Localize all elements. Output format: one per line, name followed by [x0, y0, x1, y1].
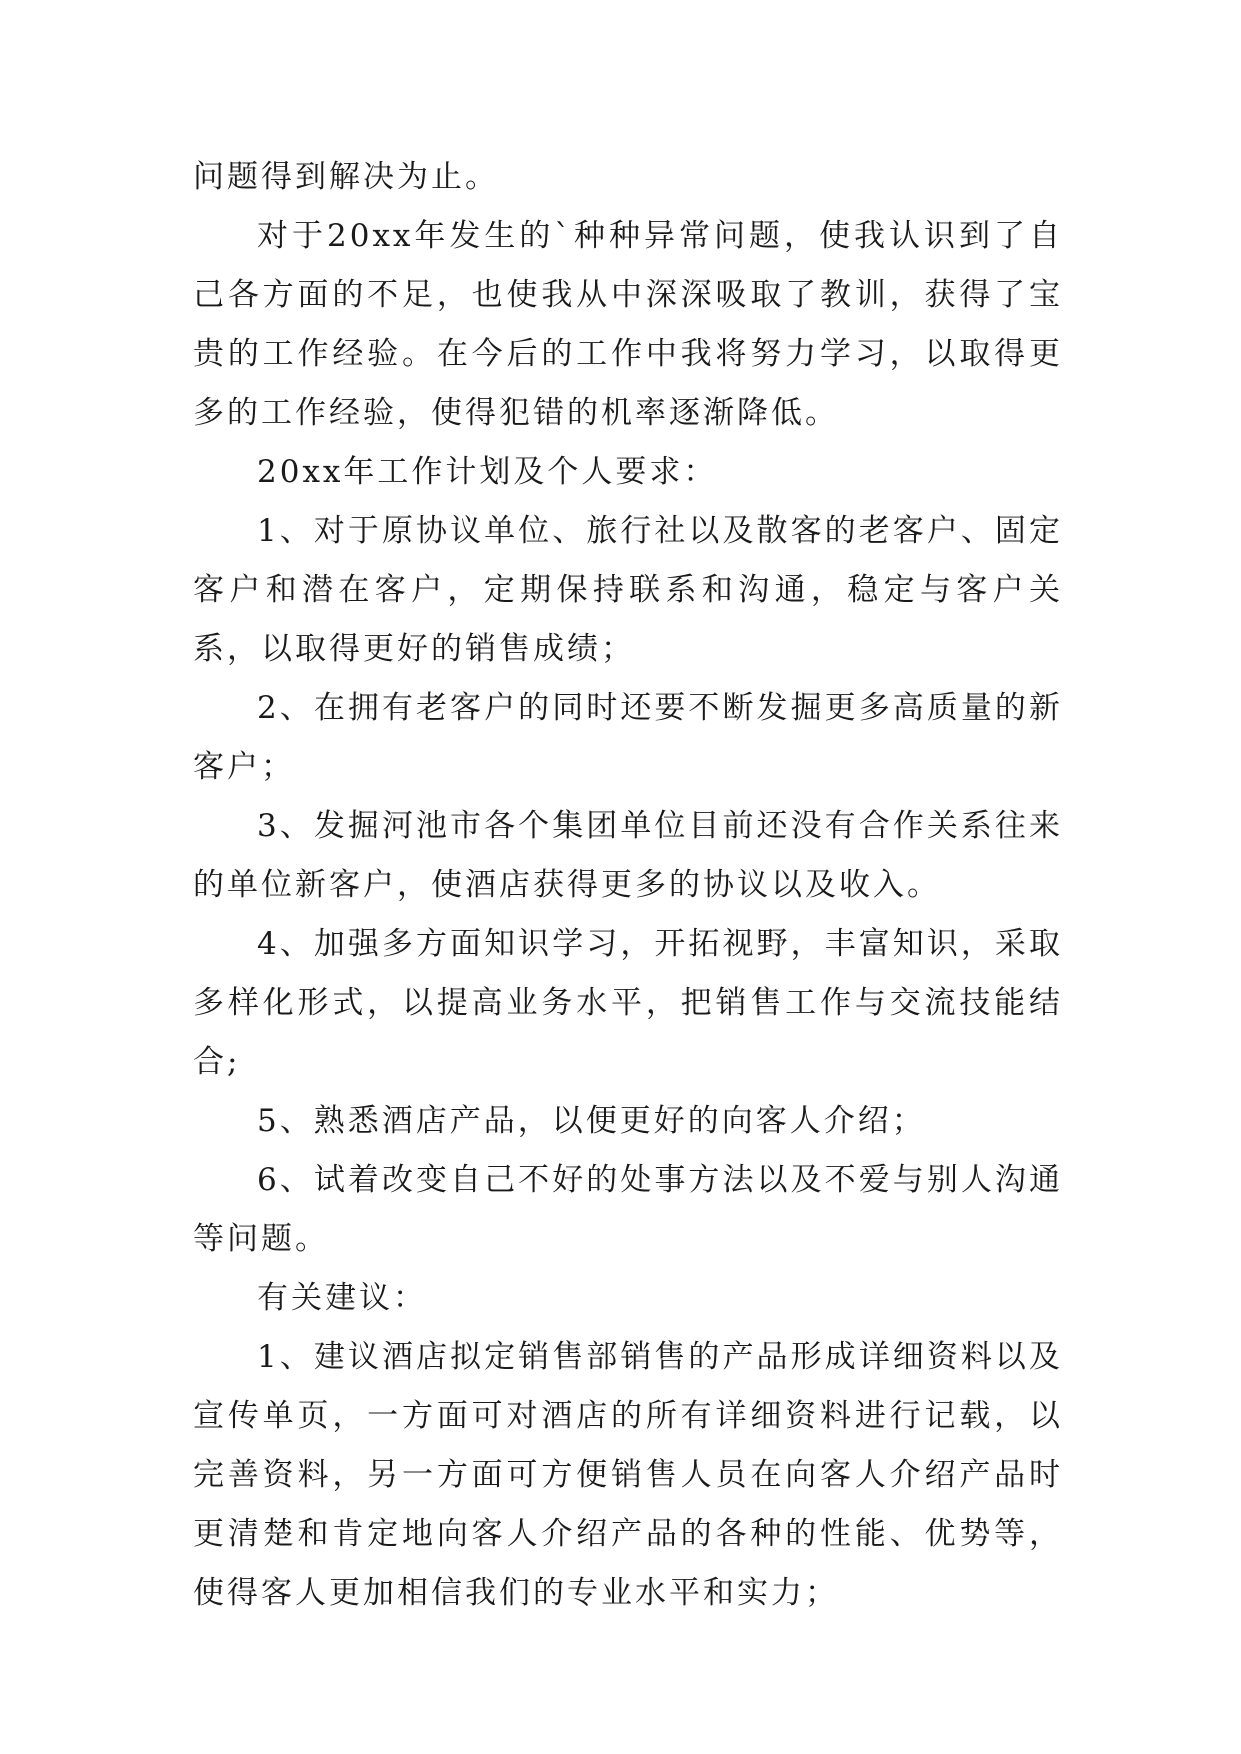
paragraph-4: 1、对于原协议单位、旅行社以及散客的老客户、固定客户和潜在客户，定期保持联系和沟通，稳定与客户关系，以取得更好的销售成绩； [193, 513, 1063, 667]
paragraph-10: 有关建议： [257, 1280, 427, 1316]
paragraph-5: 2、在拥有老客户的同时还要不断发掘更多高质量的新客户； [193, 690, 1063, 785]
paragraph-2: 对于20xx年发生的`种种异常问题，使我认识到了自己各方面的不足，也使我从中深深吸取了教训，获得了宝贵的工作经验。在今后的工作中我将努力学习，以取得更多的工作经验，使得犯错的机率逐渐降低。 [193, 218, 1063, 431]
paragraph-3: 20xx年工作计划及个人要求： [257, 454, 718, 490]
paragraph-6: 3、发掘河池市各个集团单位目前还没有合作关系往来的单位新客户，使酒店获得更多的协议以及收入。 [193, 808, 1063, 903]
paragraph-9: 6、试着改变自己不好的处事方法以及不爱与别人沟通等问题。 [193, 1162, 1063, 1257]
paragraph-8: 5、熟悉酒店产品，以便更好的向客人介绍； [257, 1103, 926, 1139]
paragraph-1: 问题得到解决为止。 [193, 159, 499, 195]
paragraph-7: 4、加强多方面知识学习，开拓视野，丰富知识，采取多样化形式，以提高业务水平，把销售工作与交流技能结合; [193, 926, 1063, 1080]
document-body [193, 148, 1063, 1623]
paragraph-11: 1、建议酒店拟定销售部销售的产品形成详细资料以及宣传单页，一方面可对酒店的所有详细资料进行记载，以完善资料，另一方面可方便销售人员在向客人介绍产品时更清楚和肯定地向客人介绍产品的各种的性能、优势等，使得客人更加相信我们的专业水平和实力； [193, 1339, 1063, 1611]
